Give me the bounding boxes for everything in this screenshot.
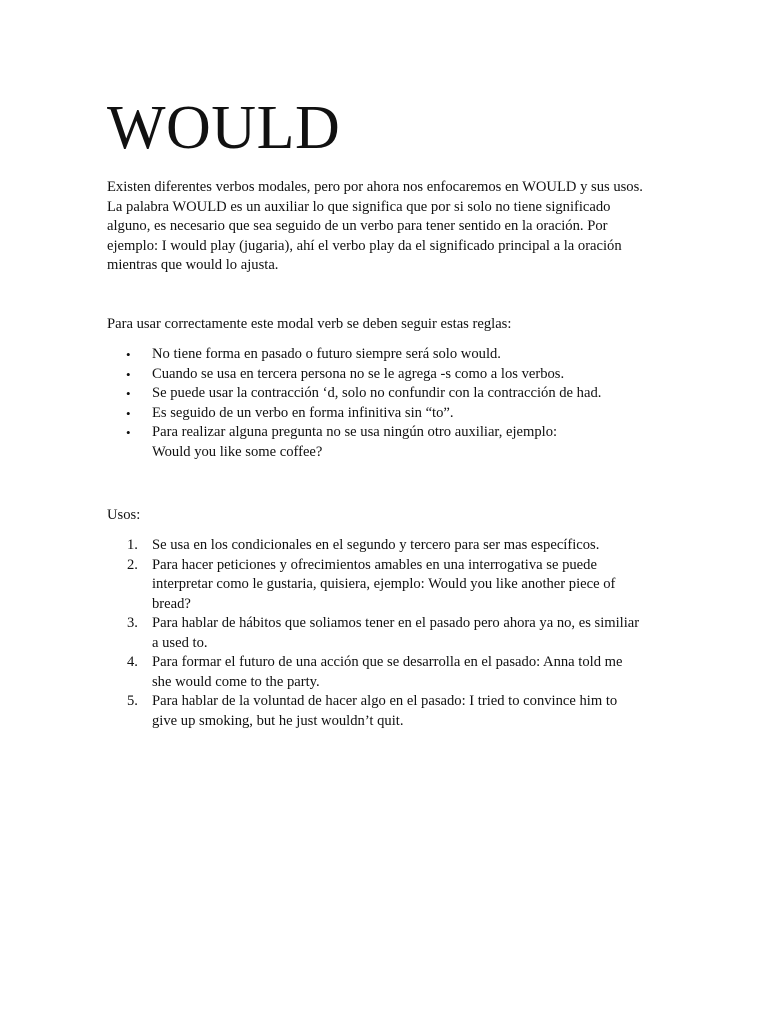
- list-number: 4.: [127, 654, 138, 670]
- list-item: [107, 692, 639, 731]
- bullet-icon: •: [126, 366, 131, 382]
- intro-line: ejemplo: I would play (jugaria), ahí el verbo play da el significado principal a la oración: [107, 237, 622, 254]
- list-item-text: Cuando se usa en tercera persona no se le agrega -s como a los verbos.: [152, 365, 565, 382]
- intro-line: mientras que would lo ajusta.: [107, 257, 279, 273]
- list-number: 5.: [127, 693, 138, 709]
- list-item-text: Es seguido de un verbo en forma infinitiva sin “to”.: [152, 404, 454, 421]
- list-item: [107, 345, 601, 365]
- list-item-text: a used to.: [152, 634, 208, 651]
- list-number: 1.: [127, 537, 138, 553]
- list-item-text: Para formar el futuro de una acción que se desarrolla en el pasado: Anna told me: [152, 654, 623, 670]
- bullet-icon: •: [126, 405, 131, 421]
- list-item: [107, 536, 639, 556]
- list-item-text: Se puede usar la contracción ‘d, solo no confundir con la contracción de had.: [152, 385, 602, 401]
- intro-line: alguno, es necesario que sea seguido de un verbo para tener sentido en la oración. Por: [107, 218, 608, 234]
- rules-intro-text: Para usar correctamente este modal verb se deben seguir estas reglas:: [107, 316, 512, 332]
- list-item: [107, 614, 639, 653]
- intro-line: La palabra WOULD es un auxiliar lo que significa que por si solo no tiene significado: [107, 198, 611, 215]
- list-item-text: Para hacer peticiones y ofrecimientos amables en una interrogativa se puede: [152, 556, 597, 573]
- intro-paragraph: [107, 178, 643, 276]
- intro-line: Existen diferentes verbos modales, pero por ahora nos enfocaremos en WOULD y sus usos.: [107, 179, 643, 195]
- list-item-text: Para hablar de la voluntad de hacer algo en el pasado: I tried to convince him to: [152, 693, 618, 709]
- list-item-text: Para hablar de hábitos que soliamos tener en el pasado pero ahora ya no, es similiar: [152, 615, 640, 631]
- list-item-text: Para realizar alguna pregunta no se usa ningún otro auxiliar, ejemplo:: [152, 424, 558, 440]
- bullet-icon: •: [126, 386, 131, 401]
- rules-list: [107, 345, 601, 462]
- list-item: [107, 384, 601, 404]
- usos-heading: Usos:: [107, 507, 141, 523]
- list-item: [107, 556, 639, 615]
- list-item: [107, 653, 639, 692]
- list-number: 3.: [127, 615, 138, 631]
- page-title: WOULD: [107, 94, 341, 162]
- list-number: 2.: [127, 556, 138, 573]
- list-item-text: Se usa en los condicionales en el segundo y tercero para ser mas específicos.: [152, 537, 600, 553]
- list-item-text: give up smoking, but he just wouldn’t quit.: [152, 712, 404, 729]
- bullet-icon: •: [126, 347, 131, 362]
- list-item-text: No tiene forma en pasado o futuro siempre será solo would.: [152, 346, 501, 362]
- list-item-text: Would you like some coffee?: [152, 443, 323, 460]
- list-item-text: bread?: [152, 595, 191, 612]
- usos-list: [107, 536, 639, 731]
- list-item-text: interpretar como le gustaria, quisiera, ejemplo: Would you like another piece of: [152, 576, 616, 592]
- list-item: [107, 423, 601, 462]
- list-item: [107, 365, 601, 385]
- list-item: [107, 404, 601, 424]
- list-item-text: she would come to the party.: [152, 673, 320, 690]
- bullet-icon: •: [126, 425, 131, 440]
